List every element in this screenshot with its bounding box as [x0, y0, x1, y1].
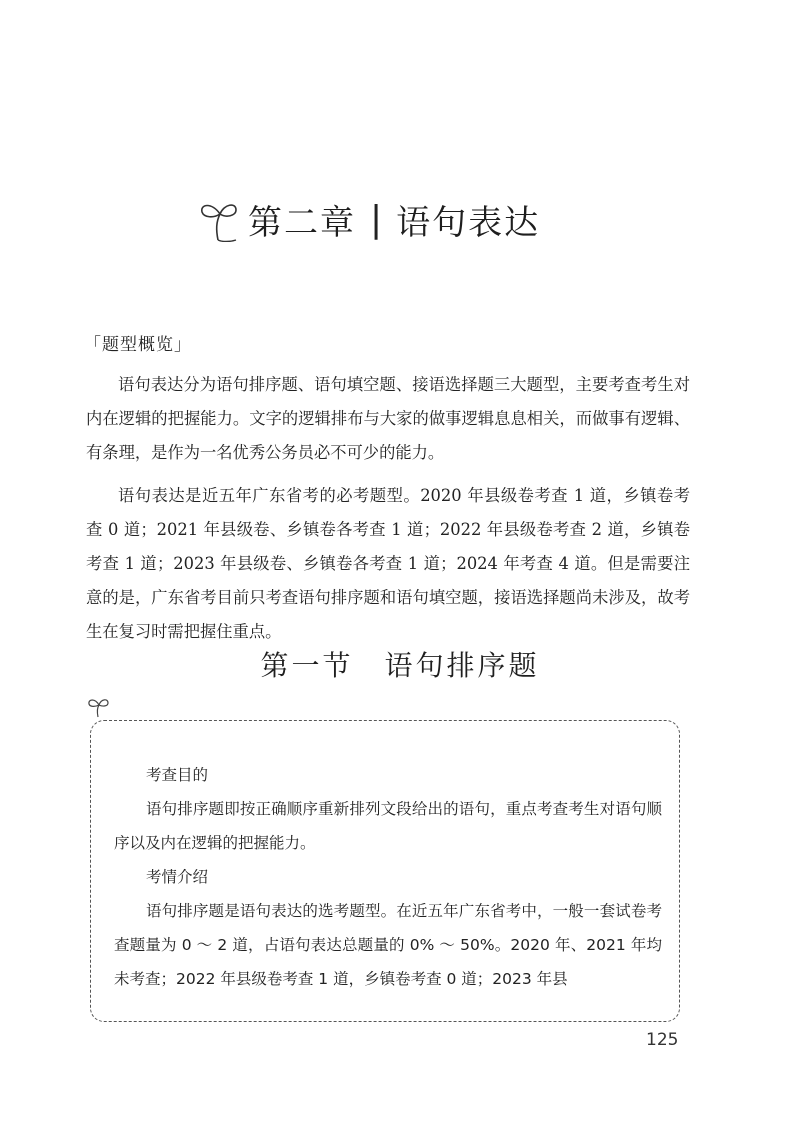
section-label: 「题型概览」	[84, 335, 192, 355]
chapter-title	[196, 188, 556, 250]
chapter-separator: |	[370, 198, 383, 240]
box-paragraph-purpose: 语句排序题即按正确顺序重新排列文段给出的语句，重点考查考生对语句顺序以及内在逻辑的把握能力。	[114, 800, 662, 852]
intro-paragraph-2: 语句表达是近五年广东省考的必考题型。2020 年县级卷考查 1 道，乡镇卷考查 0 道；2021 年县级卷、乡镇卷各考查 1 道；2022 年县级卷考查 2 道，乡镇卷考查 1 道；2023 年县级卷、乡镇卷各考查 1 道；2024 年考查 4 道。但是需要注意的是，广东省考目前只考查语句排序题和语句填空题，接语选择题尚未涉及，故考生在复习时需把握住重点。	[86, 486, 690, 641]
box-heading-intro: 考情介绍	[146, 868, 209, 886]
page-number: 125	[646, 1030, 679, 1050]
box-heading-purpose: 考查目的	[146, 766, 209, 784]
section-title: 第一节 语句排序题	[260, 649, 540, 682]
chapter-name: 语句表达	[396, 202, 541, 243]
box-paragraph-intro: 语句排序题是语句表达的选考题型。在近五年广东省考中，一般一套试卷考查题量为 0 ～ 2 道，占语句表达总题量的 0% ～ 50%。2020 年、2021 年均未考查；2022 年县级卷考查 1 道，乡镇卷考查 0 道；2023 年县	[114, 902, 662, 988]
sprout-icon	[196, 196, 242, 242]
chapter-number: 第二章	[248, 202, 356, 243]
intro-paragraph-1: 语句表达分为语句排序题、语句填空题、接语选择题三大题型，主要考查考生对内在逻辑的把握能力。文字的逻辑排布与大家的做事逻辑息息相关，而做事有逻辑、有条理，是作为一名优秀公务员必不可少的能力。	[86, 375, 690, 462]
info-box-content	[114, 758, 662, 996]
small-sprout-icon	[86, 696, 112, 718]
